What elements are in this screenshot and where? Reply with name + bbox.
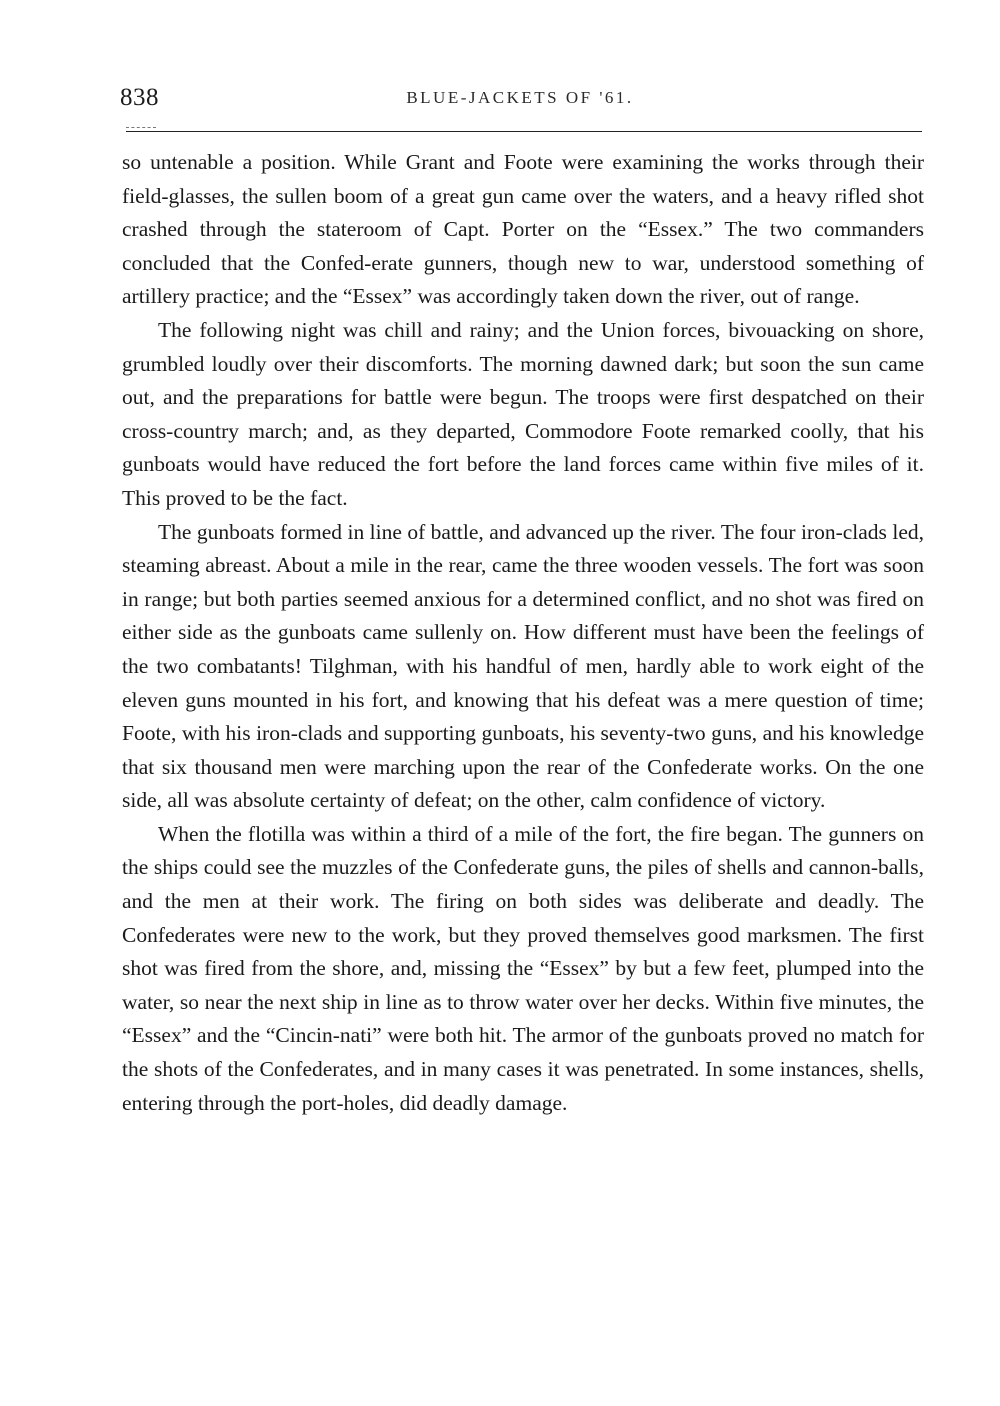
body-text [122, 146, 924, 1120]
paragraph: so untenable a position. While Grant and Foote were examining the works through their field-glasses, the sullen boom of a great gun came over the waters, and a heavy rifled shot crashed through the stateroom of Capt. Porter on the “Essex.” The two commanders concluded that the Confed-erate gunners, though new to war, understood something of artillery practice; and the “Essex” was accordingly taken down the river, out of range. [122, 150, 924, 309]
paragraph: The gunboats formed in line of battle, and advanced up the river. The four iron-clads led, steaming abreast. About a mile in the rear, came the three wooden vessels. The fort was soon in range; but both parties seemed anxious for a determined conflict, and no shot was fired on either side as the gunboats came sullenly on. How different must have been the feelings of the two combatants! Tilghman, with his handful of men, hardly able to work eight of the eleven guns mounted in his fort, and knowing that his defeat was a mere question of time; Foote, with his iron-clads and supporting gunboats, his seventy-two guns, and his knowledge that six thousand men were marching upon the rear of the Confederate works. On the one side, all was absolute certainty of defeat; on the other, calm confidence of victory. [122, 519, 924, 813]
paragraph: When the flotilla was within a third of a mile of the fort, the fire began. The gunners on the ships could see the muzzles of the Confederate guns, the piles of shells and cannon-balls, and the men at their work. The firing on both sides was deliberate and deadly. The Confederates were new to the work, but they proved themselves good marksmen. The first shot was fired from the shore, and, missing the “Essex” by but a few feet, plumped into the water, so near the next ship in line as to throw water over her decks. Within five minutes, the “Essex” and the “Cincin-nati” were both hit. The armor of the gunboats proved no match for the shots of the Confederates, and in many cases it was penetrated. In some instances, shells, entering through the port-holes, did deadly damage. [122, 821, 924, 1115]
header-rule-dashes [126, 127, 156, 128]
running-title: BLUE-JACKETS OF '61. [406, 88, 634, 107]
page-header [120, 84, 920, 120]
header-rule [126, 131, 922, 132]
page-number: 838 [120, 84, 159, 111]
paragraph: The following night was chill and rainy; and the Union forces, bivouacking on shore, grumbled loudly over their discomforts. The morning dawned dark; but soon the sun came out, and the preparations for battle were begun. The troops were first despatched on their cross-country march; and, as they departed, Commodore Foote remarked coolly, that his gunboats would have reduced the fort before the land forces came within five miles of it. This proved to be the fact. [122, 317, 924, 510]
